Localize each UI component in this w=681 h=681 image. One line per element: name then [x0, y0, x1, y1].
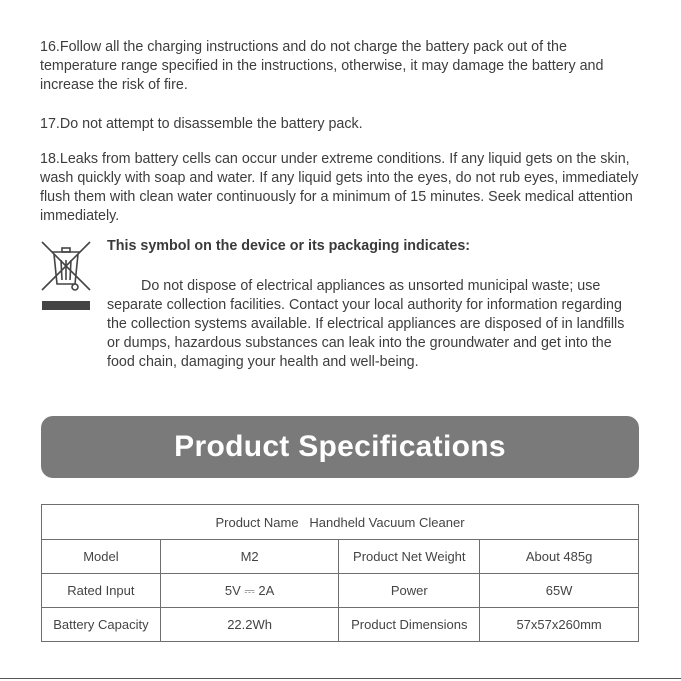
- table-cell: Battery Capacity: [42, 608, 161, 642]
- instruction-17: 17.Do not attempt to disassemble the battery pack.: [40, 116, 363, 132]
- table-cell: 5V ⎓ 2A: [160, 574, 339, 608]
- weee-title: This symbol on the device or its packaging indicates:: [107, 238, 471, 254]
- weee-bin-icon: [40, 240, 92, 312]
- table-cell: M2: [160, 540, 339, 574]
- product-name-cell: Product Name Handheld Vacuum Cleaner: [42, 505, 639, 540]
- instruction-16: 16.Follow all the charging instructions and do not charge the battery pack out of the temperature range specified in the instructions, otherwise, it may damage the battery and increase the risk of fire.: [40, 39, 604, 93]
- table-cell: Rated Input: [42, 574, 161, 608]
- table-row: [42, 540, 639, 574]
- table-cell: Product Dimensions: [339, 608, 480, 642]
- table-cell: About 485g: [480, 540, 639, 574]
- instruction-18: 18.Leaks from battery cells can occur under extreme conditions. If any liquid gets on the skin, wash quickly with soap and water. If any liquid gets into the eyes, do not rub eyes, immediately flush them with clean water continuously for a minimum of 15 minutes. Seek medical attention immediately.: [40, 151, 639, 224]
- bottom-divider: [0, 678, 681, 679]
- weee-body-text: Do not dispose of electrical appliances as unsorted municipal waste; use separate collection facilities. Contact your local authority for information regarding the collection systems available. If electrical appliances are disposed of in landfills or dumps, hazardous substances can leak into the groundwater and get into the food chain, damaging your health and well-being.: [107, 278, 625, 370]
- table-cell: Model: [42, 540, 161, 574]
- table-cell: 22.2Wh: [160, 608, 339, 642]
- weee-body: [107, 277, 637, 372]
- table-cell: 65W: [480, 574, 639, 608]
- table-row: [42, 574, 639, 608]
- table-row: [42, 608, 639, 642]
- table-cell: 57x57x260mm: [480, 608, 639, 642]
- specifications-table: [41, 504, 639, 642]
- table-cell: Product Net Weight: [339, 540, 480, 574]
- table-row: [42, 505, 639, 540]
- table-cell: Power: [339, 574, 480, 608]
- specifications-banner: [41, 416, 639, 478]
- banner-title: Product Specifications: [174, 430, 506, 463]
